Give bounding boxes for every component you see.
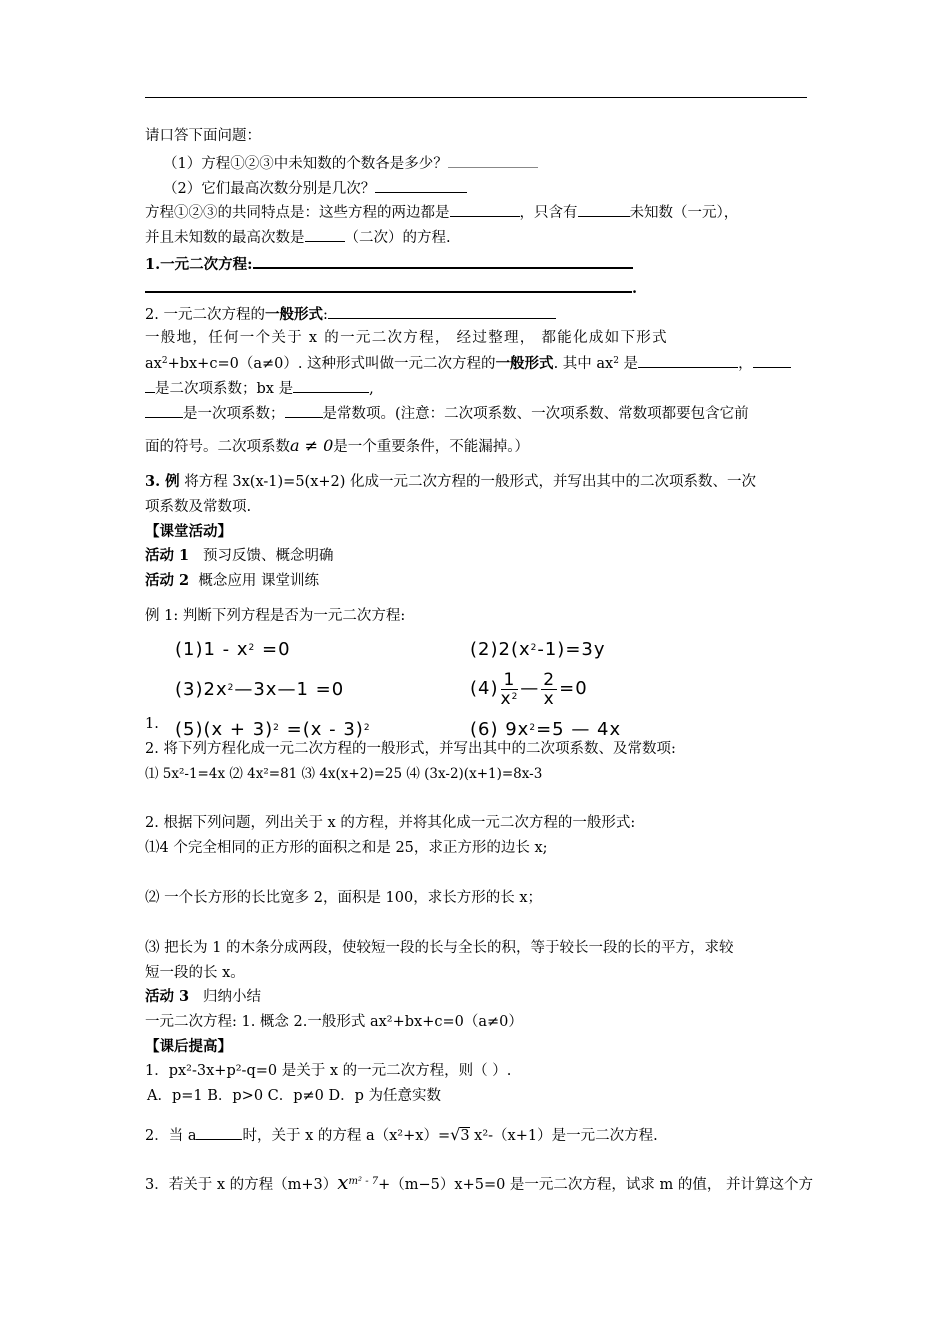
activity-3: 活动 3 归纳小结 xyxy=(145,988,261,1005)
definition-1: 1.一元二次方程: xyxy=(145,252,633,275)
general-form-line1: 一般地，任何一个关于 x 的一元二次方程， 经过整理， 都能化成如下形式 xyxy=(145,330,668,346)
equation-5: $(5)(x + 3)^2 =(x - 3)^2$ xyxy=(175,719,371,740)
fraction-1-over-x2: $\frac{1}{x^2}$ xyxy=(500,669,519,709)
definition-1-cont: . xyxy=(145,276,637,299)
activity-2: 活动 2 概念应用 课堂训练 xyxy=(145,572,319,589)
problem-1: ⑴4 个完全相同的正方形的面积之和是 25，求正方形的边长 x; xyxy=(145,840,548,856)
general-form-line2: $ax^2+bx+c=0(a\ne 0)$. 这种形式叫做一元二次方程的一般形式. 其中 $ax^2$ 是 ， xyxy=(145,352,791,374)
example-3-line1: 3. 例 将方程 3x(x-1)=5(x+2) 化成一元二次方程的一般形式，并写出其中的二次项系数、一次 xyxy=(145,473,757,490)
equation-1: $(1)1 - x^2 =0$ xyxy=(175,639,291,660)
problem-3-line1: ⑶ 把长为 1 的木条分成两段，使较短一段的长与全长的积，等于较长一段的长的平方，求较 xyxy=(145,940,734,956)
general-form-line3: 是二次项系数；bx 是 , xyxy=(145,377,374,399)
general-form-line4: 是一次项系数； 是常数项。(注意：二次项系数、一次项系数、常数项都要包含它前 xyxy=(145,402,749,424)
equation-2: $(2)2(x^2-1)=3y$ xyxy=(470,639,606,660)
homework-3: 3．若关于 x 的方程$(m+3)x^{m^2 - 7}+(m-5)x+5=0$ 是一元二次方程，试求 m 的值， 并计算这个方 xyxy=(145,1170,814,1194)
question-2: （2）它们最高次数分别是几次？ xyxy=(163,177,467,199)
homework-2: 2．当 a 时，关于 x 的方程 a（x²+x）=√3 x²-（x+1）是一元二次方程. xyxy=(145,1125,658,1144)
equation-6: (6) $9x^2=5$ — 4x xyxy=(470,719,622,740)
example-3-line2: 项系数及常数项. xyxy=(145,499,252,515)
summary: 一元二次方程: 1. 概念 2.一般形式 ax²+bx+c=0（a≠0） xyxy=(145,1014,523,1030)
fraction-2-over-x: $\frac{2}{x}$ xyxy=(543,669,556,709)
equation-4: (4) $\frac{1}{x^2}$ — $\frac{2}{x}$ =0 xyxy=(470,669,588,709)
homework-1-options: A．p=1 B．p>0 C．p≠0 D．p 为任意实数 xyxy=(147,1088,442,1104)
class-activity-heading: 【课堂活动】 xyxy=(145,523,232,540)
common-feature-line2: 并且未知数的最高次数是 （二次）的方程. xyxy=(145,226,451,248)
question-intro: 请口答下面问题： xyxy=(145,128,261,144)
header-rule xyxy=(145,97,807,98)
example-1-intro: 例 1: 判断下列方程是否为一元二次方程: xyxy=(145,608,406,624)
item-2-equations: ⑴ 5x²-1=4x ⑵ 4x²=81 ⑶ 4x(x+2)=25 ⑷ (3x-2)(x+1)=8x-3 xyxy=(145,766,543,782)
homework-1: 1．px²-3x+p²-q=0 是关于 x 的一元二次方程，则（ ）. xyxy=(145,1063,512,1079)
general-form-line5: 面的符号。二次项系数a ≠ 0是一个重要条件，不能漏掉。） xyxy=(145,436,530,455)
equation-3: $(3)2x^2—3x—1 =0$ xyxy=(175,679,345,700)
problem-3-line2: 短一段的长 x。 xyxy=(145,965,245,981)
list-number-1: 1. xyxy=(145,716,159,732)
problem-2: ⑵ 一个长方形的长比宽多 2，面积是 100，求长方形的长 x； xyxy=(145,890,543,906)
activity-1: 活动 1 预习反馈、概念明确 xyxy=(145,547,334,564)
common-feature-line1: 方程①②③的共同特点是：这些方程的两边都是 ，只含有 未知数（一元）， xyxy=(145,201,738,223)
item-3-instruction: 2. 根据下列问题，列出关于 x 的方程，并将其化成一元二次方程的一般形式: xyxy=(145,815,636,831)
question-1: （1）方程①②③中未知数的个数各是多少？ xyxy=(163,152,538,174)
sqrt-symbol: √ xyxy=(450,1125,461,1144)
definition-2: 2. 一元二次方程的一般形式: xyxy=(145,303,556,325)
item-2-instruction: 2. 将下列方程化成一元二次方程的一般形式，并写出其中的二次项系数、及常数项: xyxy=(145,741,676,757)
after-class-heading: 【课后提高】 xyxy=(145,1038,232,1055)
